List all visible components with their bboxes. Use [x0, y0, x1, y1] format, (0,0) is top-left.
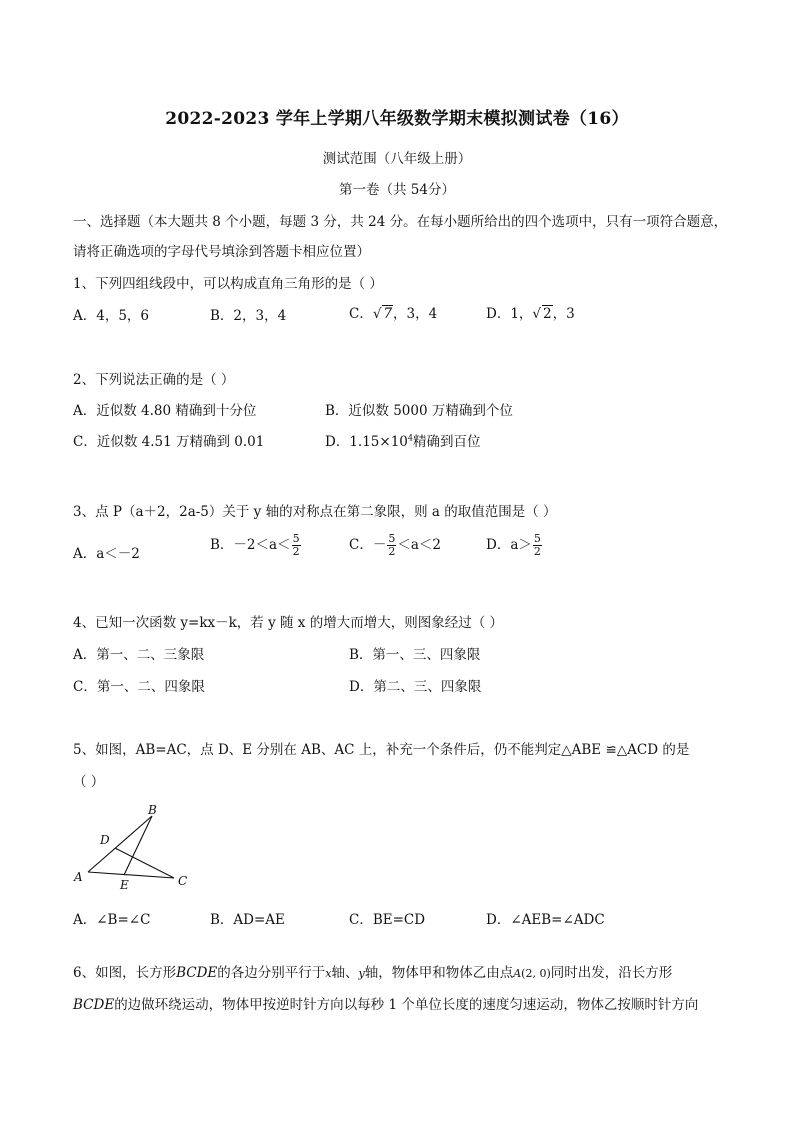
fraction-five-halves: $\frac{5}{2}$	[292, 532, 300, 558]
fraction-five-halves: $\frac{5}{2}$	[388, 532, 396, 558]
segment-cd	[115, 848, 174, 878]
q1-option-c-prefix: C．	[349, 306, 373, 322]
q3-option-c-rest: ＜a＜2	[397, 537, 441, 553]
q4-option-b: B．第一、三、四象限	[349, 647, 481, 663]
section-instructions-line2: 请将正确选项的字母代号填涂到答题卡相应位置）	[73, 244, 370, 260]
q6-text: 同时出发，沿长方形	[550, 965, 673, 981]
section-instructions-line1: 一、选择题（本大题共 8 个小题，每题 3 分，共 24 分。在每小题所给出的四个选项中，只有一项符合题意，	[73, 214, 728, 230]
q6-point-a: A	[513, 967, 522, 980]
segment-ab	[88, 816, 152, 872]
point-label-d: D	[100, 833, 110, 847]
q3-option-d-prefix: D．a＞	[486, 537, 532, 553]
exam-title: 2022-2023 学年上学期八年级数学期末模拟测试卷（16）	[165, 109, 629, 129]
q1-option-b: B．2，3，4	[210, 308, 287, 324]
q6-rect-name: BCDE	[73, 997, 115, 1013]
q6-line1	[73, 961, 672, 981]
q6-text: 轴，物体甲和物体乙由点	[364, 965, 514, 981]
q3-option-a: A．a＜－2	[73, 546, 140, 562]
q3-option-c	[349, 533, 441, 558]
q6-rect-name: BCDE	[176, 965, 218, 981]
sqrt-symbol: √	[532, 306, 542, 322]
q3-stem: 3、点 P（a＋2，2a-5）关于 y 轴的对称点在第二象限，则 a 的取值范围是（ ）	[73, 504, 557, 520]
q5-option-b: B．AD=AE	[210, 912, 285, 928]
q5-answer-paren: （ ）	[73, 774, 105, 790]
q3-option-b	[210, 533, 302, 558]
q2-option-b: B．近似数 5000 万精确到个位	[325, 403, 513, 419]
q6-line2	[73, 993, 698, 1013]
segment-ac	[88, 872, 174, 878]
q4-option-d: D．第二、三、四象限	[349, 679, 482, 695]
test-scope: 测试范围（八年级上册）	[322, 151, 472, 167]
q5-stem: 5、如图，AB=AC，点 D、E 分别在 AB、AC 上，补充一个条件后，仍不能判定△ABE ≌△ACD 的是	[73, 742, 690, 758]
q1-option-d-radicand: 2	[543, 306, 552, 322]
q1-option-d	[486, 302, 575, 322]
q2-stem: 2、下列说法正确的是（ ）	[73, 372, 235, 388]
q6-text: 6、如图，长方形	[73, 965, 177, 981]
q6-y-var: y	[358, 967, 365, 980]
point-label-b: B	[148, 803, 157, 817]
q6-x-var: x	[325, 967, 332, 980]
q2-option-a: A．近似数 4.80 精确到十分位	[73, 403, 257, 419]
q1-option-d-prefix: D．1，	[486, 306, 533, 322]
q6-text: 的边做环绕运动，物体甲按逆时针方向以每秒 1 个单位长度的速度匀速运动，物体乙按顺时针方向	[114, 997, 699, 1013]
q4-option-a: A．第一、二、三象限	[73, 647, 205, 663]
q1-option-c-rest: ，3，4	[393, 306, 438, 322]
point-label-c: C	[178, 874, 188, 888]
q3-option-b-prefix: B．－2＜a＜	[210, 537, 291, 553]
point-label-e: E	[120, 878, 129, 892]
q2-option-d-rest: 精确到百位	[412, 434, 481, 450]
segment-be	[124, 816, 152, 875]
q6-text: 轴、	[331, 965, 359, 981]
q3-option-d	[486, 533, 543, 558]
q6-point-coords: (2, 0)	[521, 967, 551, 980]
fraction-five-halves: $\frac{5}{2}$	[533, 532, 541, 558]
q1-option-d-rest: ，3	[552, 306, 575, 322]
q5-option-a: A．∠B=∠C	[73, 912, 151, 928]
q1-option-c-radicand: 7	[383, 306, 393, 322]
q3-option-c-prefix: C．－	[349, 537, 387, 553]
q6-text: 的各边分别平行于	[217, 965, 326, 981]
q2-option-d-exponent: 4	[407, 433, 413, 443]
q5-option-c: C．BE=CD	[349, 912, 426, 928]
q5-option-d: D．∠AEB=∠ADC	[486, 912, 605, 928]
q2-option-c: C．近似数 4.51 万精确到 0.01	[73, 434, 265, 450]
volume-heading: 第一卷（共 54分）	[339, 182, 455, 198]
q4-stem: 4、已知一次函数 y=kx－k，若 y 随 x 的增大而增大，则图象经过（ ）	[73, 615, 503, 631]
q1-stem: 1、下列四组线段中，可以构成直角三角形的是（ ）	[73, 276, 383, 292]
triangle-figure	[68, 800, 198, 892]
point-label-a: A	[74, 870, 83, 884]
q1-option-c	[349, 302, 437, 322]
q4-option-c: C．第一、二、四象限	[73, 679, 205, 695]
q1-option-a: A．4，5，6	[73, 308, 150, 324]
q2-option-d-prefix: D．1.15×10	[325, 434, 408, 450]
q2-option-d	[325, 430, 480, 450]
sqrt-symbol: √	[372, 306, 382, 322]
